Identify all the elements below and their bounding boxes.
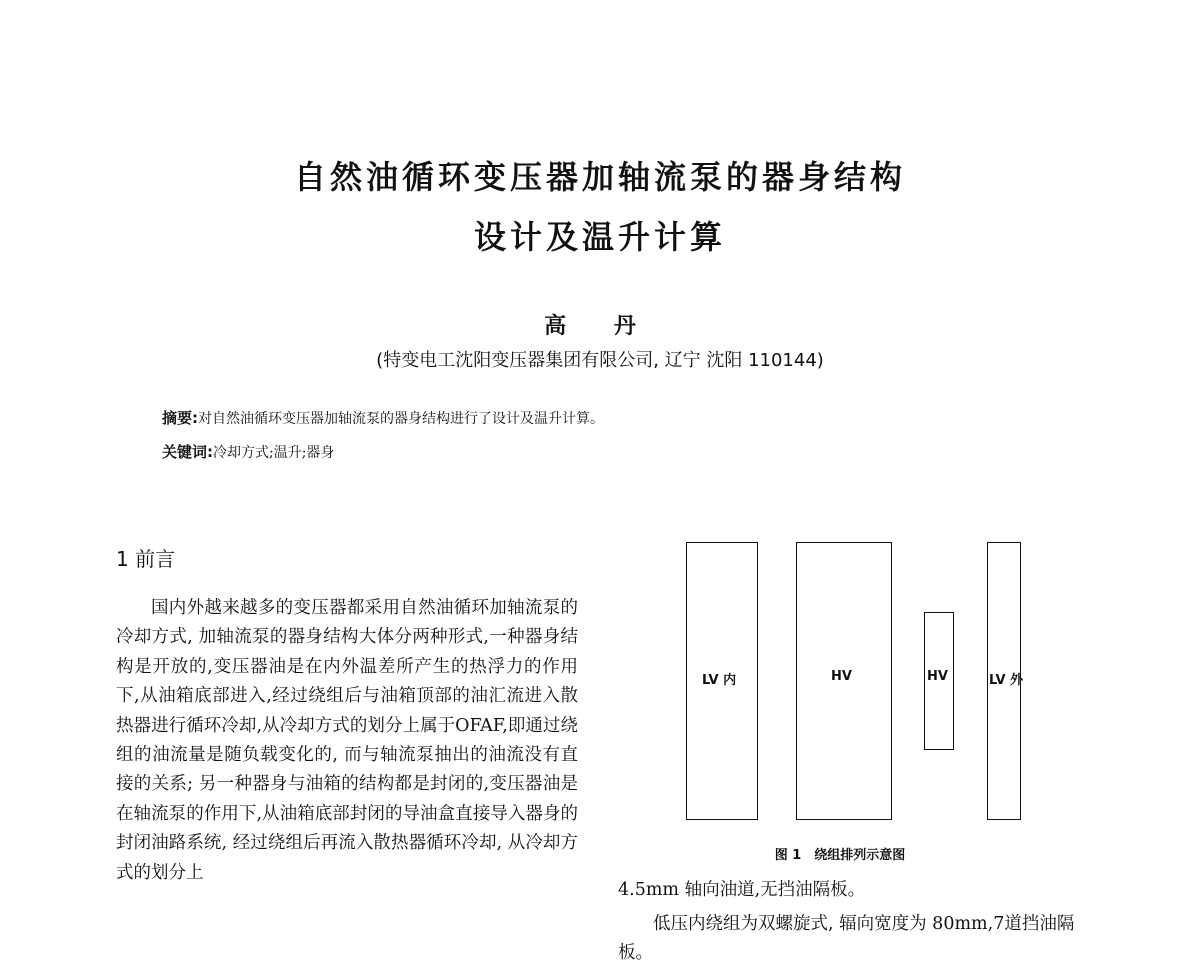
figure-winding-arrangement <box>660 540 1060 820</box>
author-name: 高 丹 <box>544 313 656 339</box>
paper-title-line1: 自然油循环变压器加轴流泵的器身结构 <box>293 158 906 196</box>
paper-title-line2: 设计及温升计算 <box>473 218 726 256</box>
right-column-line: 4.5mm 轴向油道,无挡油隔板。 <box>618 880 866 900</box>
abstract-text: 对自然油循环变压器加轴流泵的器身结构进行了设计及温升计算。 <box>198 411 604 427</box>
abstract-label: 摘要: <box>162 409 198 427</box>
keywords-label: 关键词: <box>162 443 213 461</box>
figure-caption: 图 1 绕组排列示意图 <box>774 848 906 863</box>
hv-main-label: HV <box>831 669 852 684</box>
lv-outer-label: LV 外 <box>989 673 1024 688</box>
keywords-text: 冷却方式;温升;器身 <box>213 445 335 461</box>
body-paragraph: 国内外越来越多的变压器都采用自然油循环加轴流泵的冷却方式, 加轴流泵的器身结构大体分两种形式,一种器身结构是开放的,变压器油是在内外温差所产生的热浮力的作用下,从油箱底部进入,经过绕组后与油箱顶部的油汇流进入散热器进行循环冷却,从冷却方式的划分上属于OFAF,即通过绕组的油流量是随负载变化的, 而与轴流泵抽出的油流没有直接的关系; 另一种器身与油箱的结构都是封闭的,变压器油是在轴流泵的作用下,从油箱底部封闭的导油盒直接导入器身的封闭油路系统, 经过绕组后再流入散热器循环冷却, 从冷却方式的划分上 <box>116 598 578 883</box>
abstract <box>162 407 604 428</box>
hv-small-label: HV <box>927 669 948 684</box>
author-affiliation: (特变电工沈阳变压器集团有限公司, 辽宁 沈阳 110144) <box>376 350 824 371</box>
keywords <box>162 441 334 462</box>
lv-inner-label: LV 内 <box>702 673 737 688</box>
right-column-paragraph: 低压内绕组为双螺旋式, 辐向宽度为 80mm,7道挡油隔板。 <box>618 914 1075 964</box>
section-heading: 1 前言 <box>116 547 176 571</box>
